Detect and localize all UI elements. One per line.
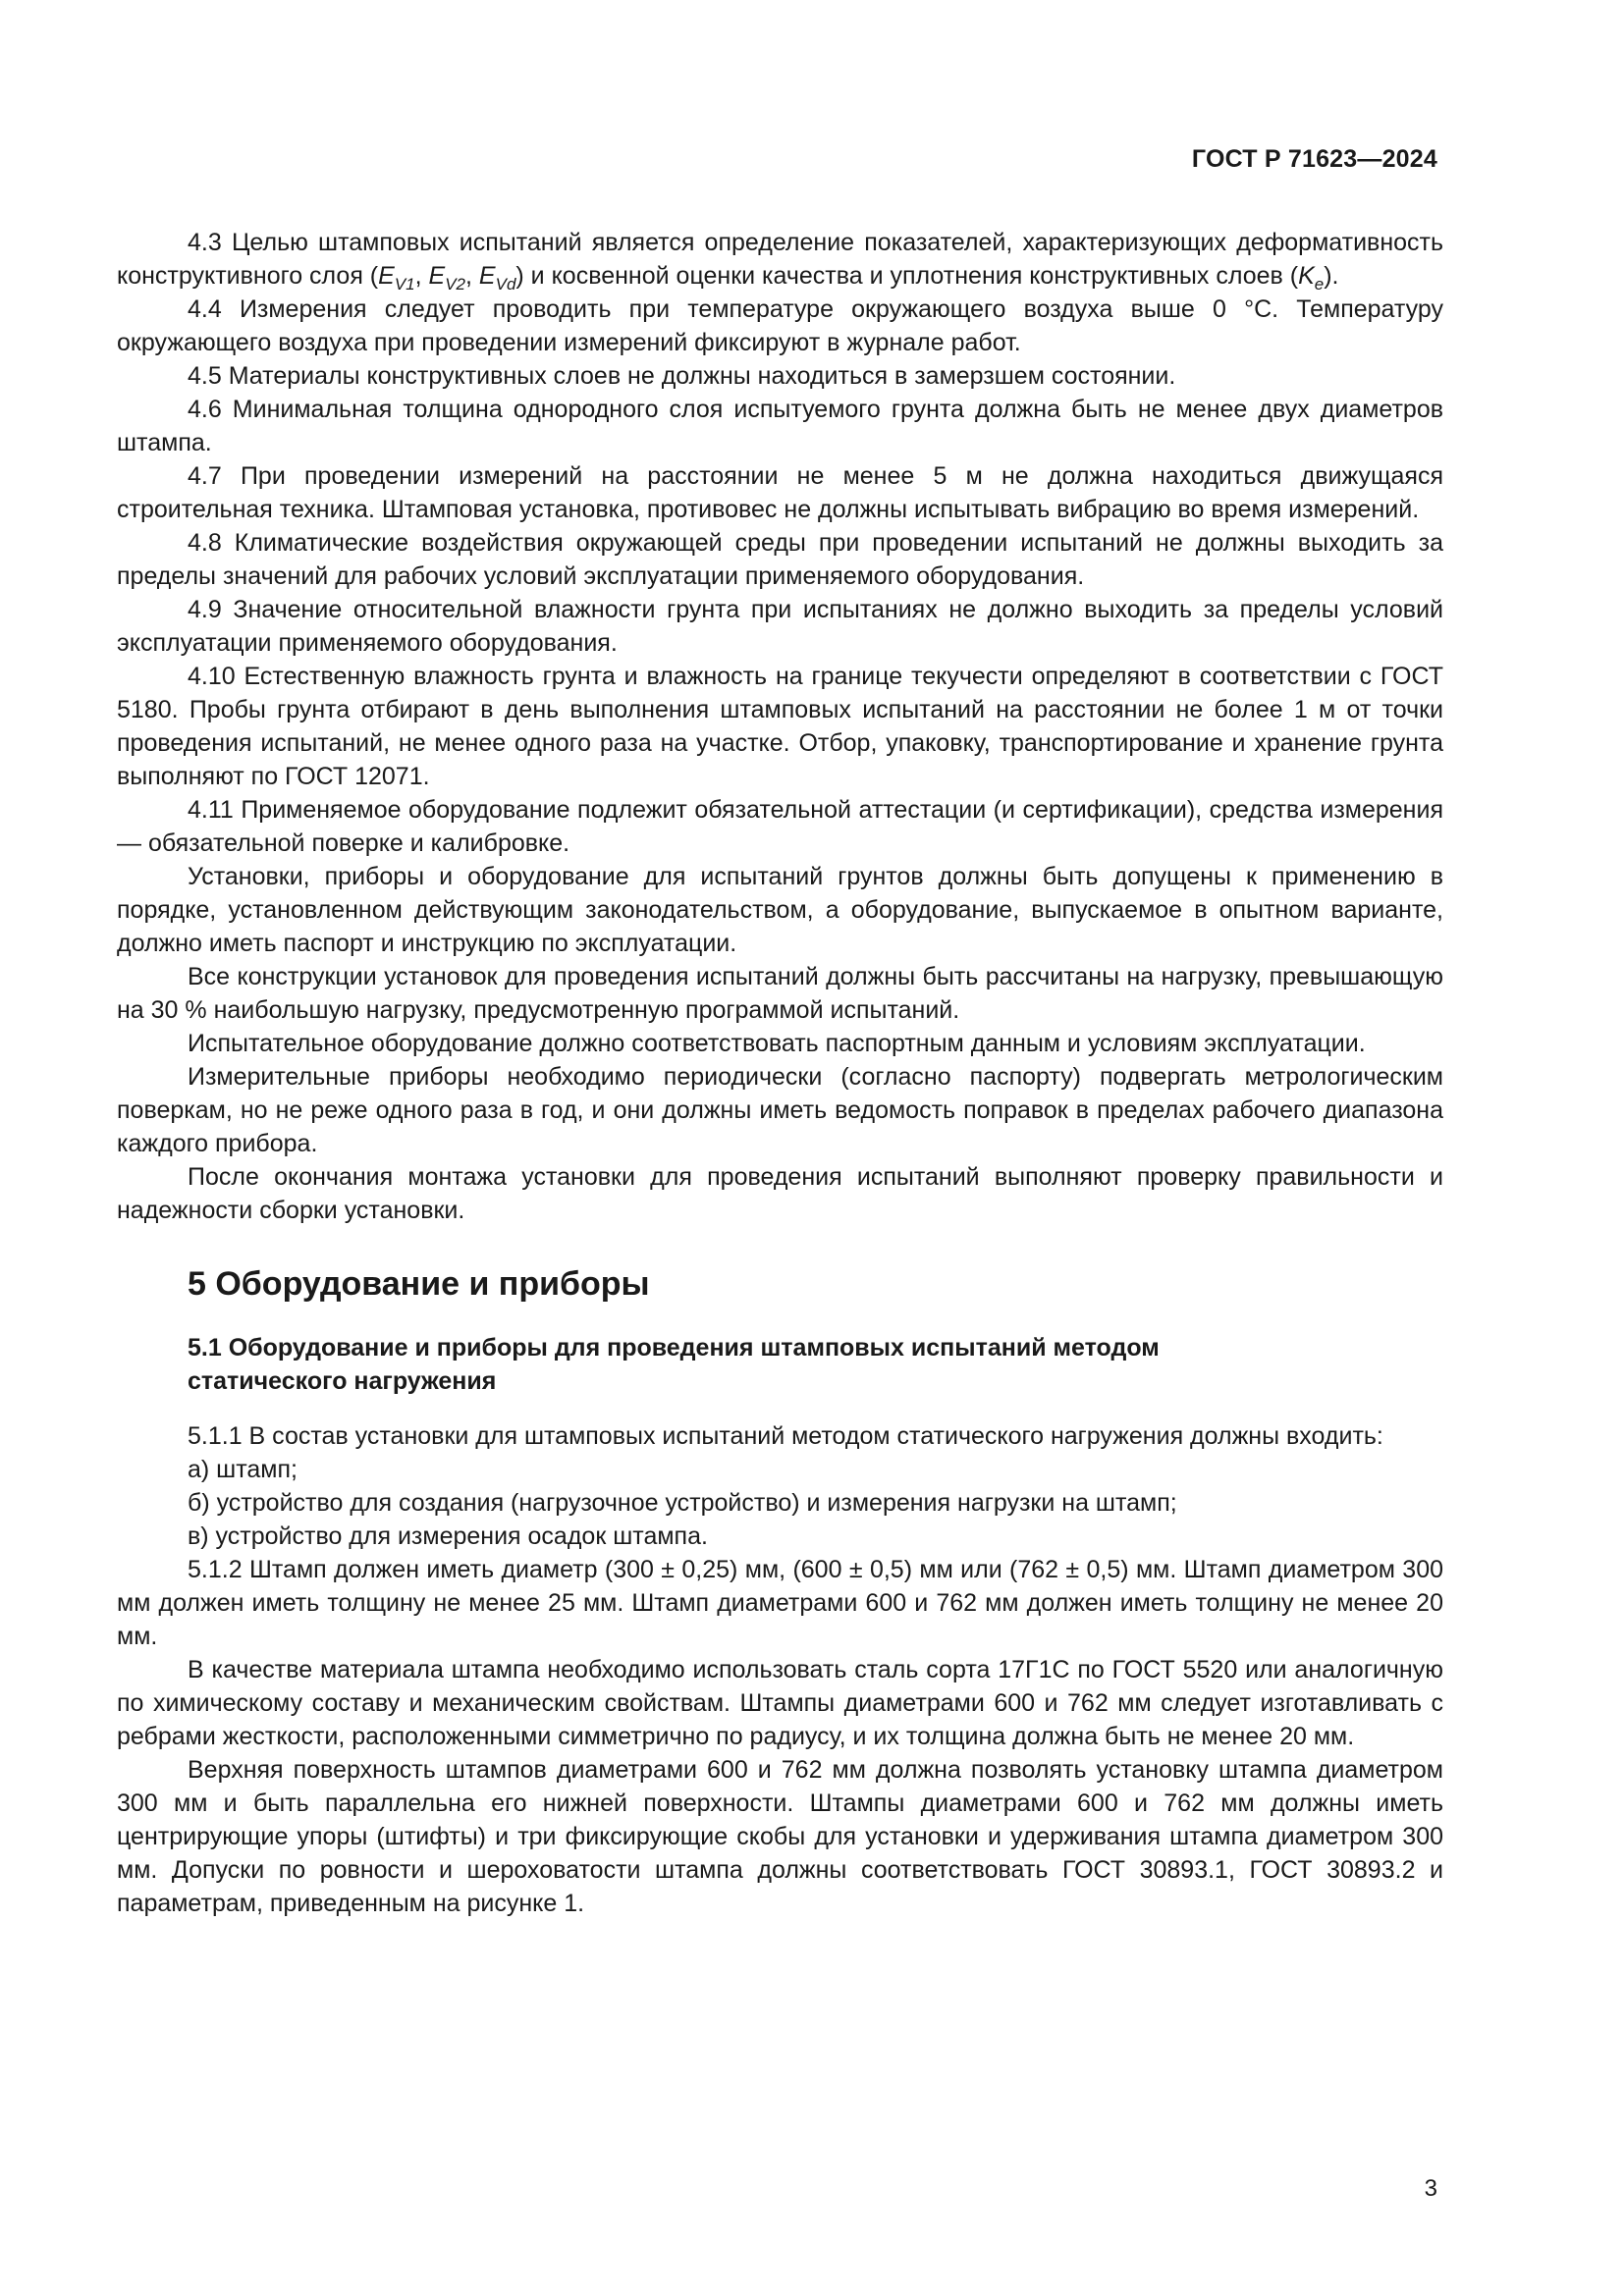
subsection-5-1-heading: 5.1 Оборудование и приборы для проведения штамповых испытаний методом статического нагружения (188, 1334, 1160, 1395)
document-body (117, 226, 1443, 1920)
paragraph-load-capacity: Все конструкции установок для проведения испытаний должны быть рассчитаны на нагрузку, превышающую на 30 % наибольшую нагрузку, предусмотренную программой испытаний. (117, 963, 1443, 1024)
paragraph-4-4: 4.4 Измерения следует проводить при температуре окружающего воздуха выше 0 °С. Температуру окружающего воздуха при проведении измерений фиксируют в журнале работ. (117, 295, 1443, 356)
section-5-heading: 5 Оборудование и приборы (188, 1265, 650, 1303)
list-item-a: а) штамп; (188, 1456, 298, 1483)
paragraph-4-10: 4.10 Естественную влажность грунта и влажность на границе текучести определяют в соответствии с ГОСТ 5180. Пробы грунта отбирают в день выполнения штамповых испытаний на расстоянии не более 1 м от точки проведения испытаний, не менее одного раза на участке. Отбор, упаковку, транспортирование и хранение грунта выполняют по ГОСТ 12071. (117, 663, 1443, 790)
paragraph-passport-compliance: Испытательное оборудование должно соответствовать паспортным данным и условиям эксплуатации. (188, 1030, 1366, 1057)
paragraph-stamp-material: В качестве материала штампа необходимо использовать сталь сорта 17Г1С по ГОСТ 5520 или аналогичную по химическому составу и механическим свойствам. Штампы диаметрами 600 и 762 мм следует изготавливать с ребрами жесткости, расположенными симметрично по радиусу, и их толщина должна быть не менее 20 мм. (117, 1656, 1443, 1750)
paragraph-stamp-surface: Верхняя поверхность штампов диаметрами 600 и 762 мм должна позволять установку штампа диаметром 300 мм и быть параллельна его нижней поверхности. Штампы диаметрами 600 и 762 мм должны иметь центрирующие упоры (штифты) и три фиксирующие скобы для установки и удерживания штампа диаметром 300 мм. Допуски по ровности и шероховатости штампа должны соответствовать ГОСТ 30893.1, ГОСТ 30893.2 и параметрам, приведенным на рисунке 1. (117, 1756, 1443, 1917)
paragraph-4-6: 4.6 Минимальная толщина однородного слоя испытуемого грунта должна быть не менее двух диаметров штампа. (117, 396, 1443, 456)
paragraph-4-9: 4.9 Значение относительной влажности грунта при испытаниях не должно выходить за пределы условий эксплуатации применяемого оборудования. (117, 596, 1443, 657)
paragraph-5-1-2: 5.1.2 Штамп должен иметь диаметр (300 ± 0,25) мм, (600 ± 0,5) мм или (762 ± 0,5) мм. Штамп диаметром 300 мм должен иметь толщину не менее 25 мм. Штамп диаметрами 600 и 762 мм должен иметь толщину не менее 20 мм. (117, 1556, 1443, 1650)
paragraph-4-5: 4.5 Материалы конструктивных слоев не должны находиться в замерзшем состоянии. (188, 362, 1176, 390)
list-item-b: б) устройство для создания (нагрузочное устройство) и измерения нагрузки на штамп; (188, 1489, 1177, 1517)
paragraph-5-1-1: 5.1.1 В состав установки для штамповых испытаний методом статического нагружения должны входить: (188, 1422, 1383, 1450)
paragraph-equipment-admission: Установки, приборы и оборудование для испытаний грунтов должны быть допущены к применению в порядке, установленном действующим законодательством, а оборудование, выпускаемое в опытном варианте, должно иметь паспорт и инструкцию по эксплуатации. (117, 863, 1443, 957)
paragraph-4-8: 4.8 Климатические воздействия окружающей среды при проведении испытаний не должны выходить за пределы значений для рабочих условий эксплуатации применяемого оборудования. (117, 529, 1443, 590)
page-number: 3 (1424, 2175, 1437, 2202)
list-item-c: в) устройство для измерения осадок штампа. (188, 1522, 708, 1550)
standard-code-header: ГОСТ Р 71623—2024 (1191, 145, 1437, 173)
paragraph-4-7: 4.7 При проведении измерений на расстоянии не менее 5 м не должна находиться движущаяся строительная техника. Штамповая установка, противовес не должны испытывать вибрацию во время измерений. (117, 462, 1443, 523)
paragraph-4-11: 4.11 Применяемое оборудование подлежит обязательной аттестации (и сертификации), средства измерения — обязательной поверке и калибровке. (117, 796, 1443, 857)
paragraph-metrology: Измерительные приборы необходимо периодически (согласно паспорту) подвергать метрологическим поверкам, но не реже одного раза в год, и они должны иметь ведомость поправок в пределах рабочего диапазона каждого прибора. (117, 1063, 1443, 1157)
paragraph-assembly-check: После окончания монтажа установки для проведения испытаний выполняют проверку правильности и надежности сборки установки. (117, 1163, 1443, 1224)
paragraph-4-3: 4.3 Целью штамповых испытаний является определение показателей, характеризующих деформативность конструктивного слоя ($E_{V1}$, $E_{V2}$, $E_{Vd}$) и косвенной оценки качества и уплотнения конструктивных слоев $(K_e)$. (117, 229, 1443, 294)
